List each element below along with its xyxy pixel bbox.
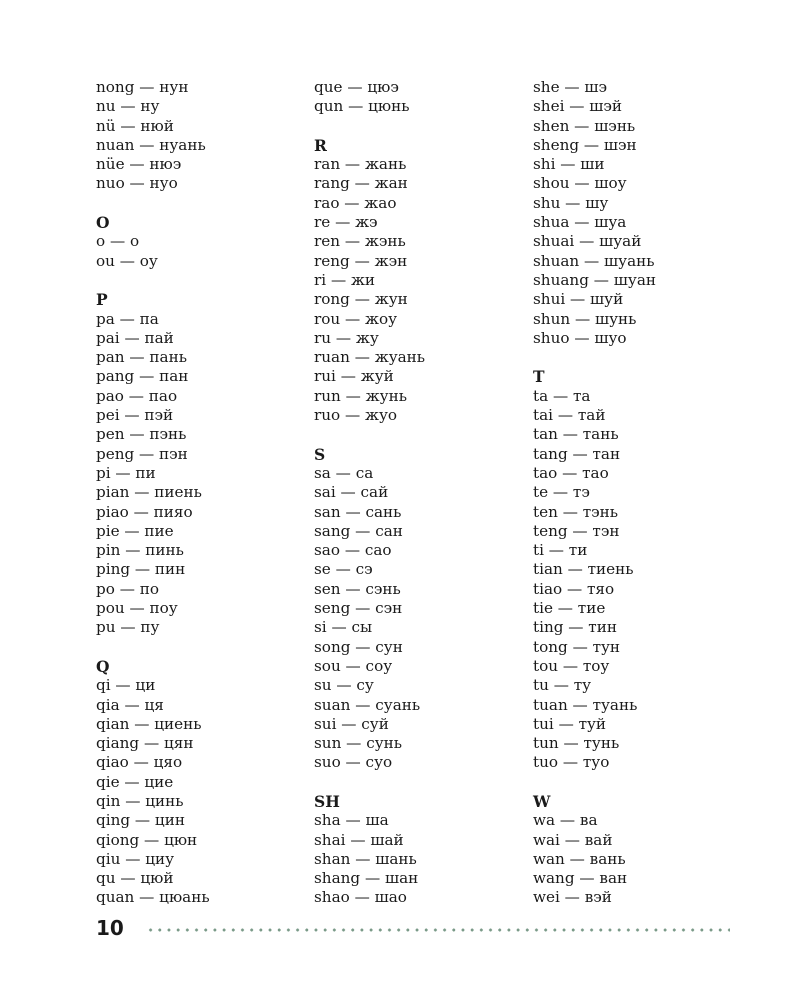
syllable-entry: qiao — цяо — [96, 753, 183, 772]
syllable-entry: piao — пияо — [96, 502, 193, 521]
column-3 — [533, 78, 753, 908]
syllable-entry: quan — цюань — [96, 888, 210, 907]
syllable-entry: qu — цюй — [96, 869, 174, 888]
section-gap — [96, 638, 316, 657]
section-heading: Q — [96, 656, 110, 676]
syllable-entry: qiang — цян — [96, 734, 194, 753]
section-gap — [533, 348, 753, 367]
syllable-entry: shuan — шуань — [533, 251, 655, 270]
syllable-entry: ru — жу — [314, 328, 379, 347]
syllable-entry: teng — тэн — [533, 521, 620, 540]
syllable-entry: pao — пао — [96, 386, 178, 405]
section-heading: W — [533, 791, 551, 811]
syllable-entry: qi — ци — [96, 676, 156, 695]
syllable-entry: tou — тоу — [533, 656, 610, 675]
syllable-entry: pi — пи — [96, 463, 156, 482]
syllable-entry: si — сы — [314, 618, 373, 637]
syllable-entry: rong — жун — [314, 290, 408, 309]
section-gap — [314, 773, 534, 792]
syllable-entry: pang — пан — [96, 367, 189, 386]
syllable-entry: nu — ну — [96, 97, 160, 116]
syllable-entry: reng — жэн — [314, 251, 408, 270]
syllable-entry: ti — ти — [533, 541, 588, 560]
syllable-entry: sou — соу — [314, 656, 393, 675]
syllable-entry: pa — па — [96, 309, 159, 328]
syllable-entry: qia — ця — [96, 695, 164, 714]
syllable-entry: o — о — [96, 232, 140, 251]
syllable-entry: shu — шу — [533, 193, 609, 212]
syllable-entry: que — цюэ — [314, 78, 399, 96]
section-gap — [314, 425, 534, 444]
syllable-entry: shi — ши — [533, 155, 605, 174]
syllable-entry: tu — ту — [533, 676, 592, 695]
syllable-entry: pei — пэй — [96, 406, 174, 425]
syllable-entry: ting — тин — [533, 618, 617, 637]
syllable-entry: shan — шань — [314, 849, 417, 868]
syllable-entry: shang — шан — [314, 869, 419, 888]
syllable-entry: tie — тие — [533, 599, 606, 618]
syllable-entry: rang — жан — [314, 174, 408, 193]
syllable-entry: qiong — цюн — [96, 830, 198, 849]
syllable-entry: run — жунь — [314, 386, 407, 405]
syllable-entry: pai — пай — [96, 328, 174, 347]
syllable-entry: te — тэ — [533, 483, 590, 502]
syllable-entry: seng — сэн — [314, 599, 403, 618]
syllable-entry: sun — сунь — [314, 734, 403, 753]
syllable-entry: shou — шоу — [533, 174, 627, 193]
syllable-entry: sheng — шэн — [533, 135, 637, 154]
syllable-entry: wang — ван — [533, 869, 628, 888]
syllable-entry: se — сэ — [314, 560, 373, 579]
syllable-entry: tuo — туо — [533, 753, 610, 772]
syllable-entry: tuan — туань — [533, 695, 638, 714]
syllable-entry: ruo — жуо — [314, 406, 398, 425]
syllable-entry: qie — цие — [96, 772, 174, 791]
syllable-entry: sa — са — [314, 463, 374, 482]
syllable-entry: po — по — [96, 579, 159, 598]
syllable-entry: qun — цюнь — [314, 97, 410, 116]
syllable-entry: wei — вэй — [533, 888, 612, 907]
syllable-entry: rui — жуй — [314, 367, 394, 386]
syllable-entry: re — жэ — [314, 213, 378, 232]
section-gap — [96, 271, 316, 290]
syllable-entry: rou — жоу — [314, 309, 398, 328]
syllable-entry: shuang — шуан — [533, 270, 656, 289]
syllable-entry: tai — тай — [533, 406, 606, 425]
section-heading: P — [96, 290, 108, 310]
syllable-entry: suo — суо — [314, 753, 393, 772]
syllable-entry: ren — жэнь — [314, 232, 406, 251]
syllable-entry: pu — пу — [96, 618, 160, 637]
syllable-entry: ri — жи — [314, 270, 376, 289]
syllable-entry: nüe — нюэ — [96, 155, 182, 174]
syllable-entry: ta — та — [533, 386, 591, 405]
syllable-entry: ten — тэнь — [533, 502, 619, 521]
syllable-entry: ou — оу — [96, 251, 158, 270]
section-gap — [314, 117, 534, 136]
syllable-entry: sao — сао — [314, 541, 392, 560]
syllable-entry: sha — ша — [314, 811, 389, 830]
syllable-entry: rao — жао — [314, 193, 397, 212]
syllable-entry: she — шэ — [533, 78, 608, 96]
syllable-entry: pen — пэнь — [96, 425, 187, 444]
syllable-entry: tong — тун — [533, 637, 621, 656]
syllable-entry: qing — цин — [96, 811, 185, 830]
syllable-entry: pian — пиень — [96, 483, 202, 502]
syllable-entry: tian — тиень — [533, 560, 634, 579]
syllable-entry: tui — туй — [533, 714, 607, 733]
syllable-entry: qian — циень — [96, 714, 202, 733]
syllable-entry: su — су — [314, 676, 374, 695]
column-1 — [96, 78, 316, 908]
column-2 — [314, 78, 534, 908]
syllable-entry: nuo — нуо — [96, 174, 178, 193]
section-heading: S — [314, 444, 326, 464]
syllable-entry: ruan — жуань — [314, 348, 426, 367]
syllable-entry: wai — вай — [533, 830, 613, 849]
syllable-entry: tan — тань — [533, 425, 619, 444]
syllable-entry: pin — пинь — [96, 541, 184, 560]
section-heading: SH — [314, 791, 340, 811]
syllable-entry: shei — шэй — [533, 97, 623, 116]
syllable-entry: pan — пань — [96, 348, 187, 367]
syllable-entry: shen — шэнь — [533, 116, 636, 135]
section-gap — [96, 194, 316, 213]
section-heading: R — [314, 135, 327, 155]
syllable-entry: peng — пэн — [96, 444, 188, 463]
syllable-entry: san — сань — [314, 502, 402, 521]
page-footer — [96, 914, 730, 942]
section-heading: O — [96, 213, 110, 233]
syllable-entry: shui — шуй — [533, 290, 624, 309]
syllable-entry: sen — сэнь — [314, 579, 401, 598]
dotted-rule — [146, 928, 730, 932]
syllable-entry: qin — цинь — [96, 791, 184, 810]
syllable-entry: shuai — шуай — [533, 232, 642, 251]
syllable-entry: nong — нун — [96, 78, 189, 96]
syllable-entry: shua — шуа — [533, 213, 627, 232]
syllable-entry: shai — шай — [314, 830, 404, 849]
syllable-entry: shun — шунь — [533, 309, 637, 328]
syllable-entry: wan — вань — [533, 849, 626, 868]
syllable-entry: ping — пин — [96, 560, 186, 579]
syllable-entry: shao — шао — [314, 888, 407, 907]
syllable-entry: sang — сан — [314, 521, 403, 540]
syllable-entry: suan — суань — [314, 695, 421, 714]
syllable-entry: wa — ва — [533, 811, 598, 830]
section-heading: T — [533, 367, 545, 387]
syllable-entry: sui — суй — [314, 714, 389, 733]
syllable-entry: qiu — циу — [96, 849, 175, 868]
syllable-entry: pou — поу — [96, 599, 178, 618]
syllable-entry: pie — пие — [96, 521, 174, 540]
syllable-entry: tiao — тяо — [533, 579, 615, 598]
syllable-entry: nü — нюй — [96, 116, 174, 135]
syllable-entry: shuo — шуо — [533, 328, 627, 347]
syllable-entry: nuan — нуань — [96, 135, 206, 154]
syllable-entry: sai — сай — [314, 483, 389, 502]
syllable-entry: song — сун — [314, 637, 403, 656]
syllable-entry: ran — жань — [314, 155, 407, 174]
syllable-entry: tao — тао — [533, 463, 609, 482]
syllable-entry: tang — тан — [533, 444, 621, 463]
page-number: 10 — [96, 916, 124, 940]
section-gap — [533, 773, 753, 792]
syllable-entry: tun — тунь — [533, 734, 620, 753]
